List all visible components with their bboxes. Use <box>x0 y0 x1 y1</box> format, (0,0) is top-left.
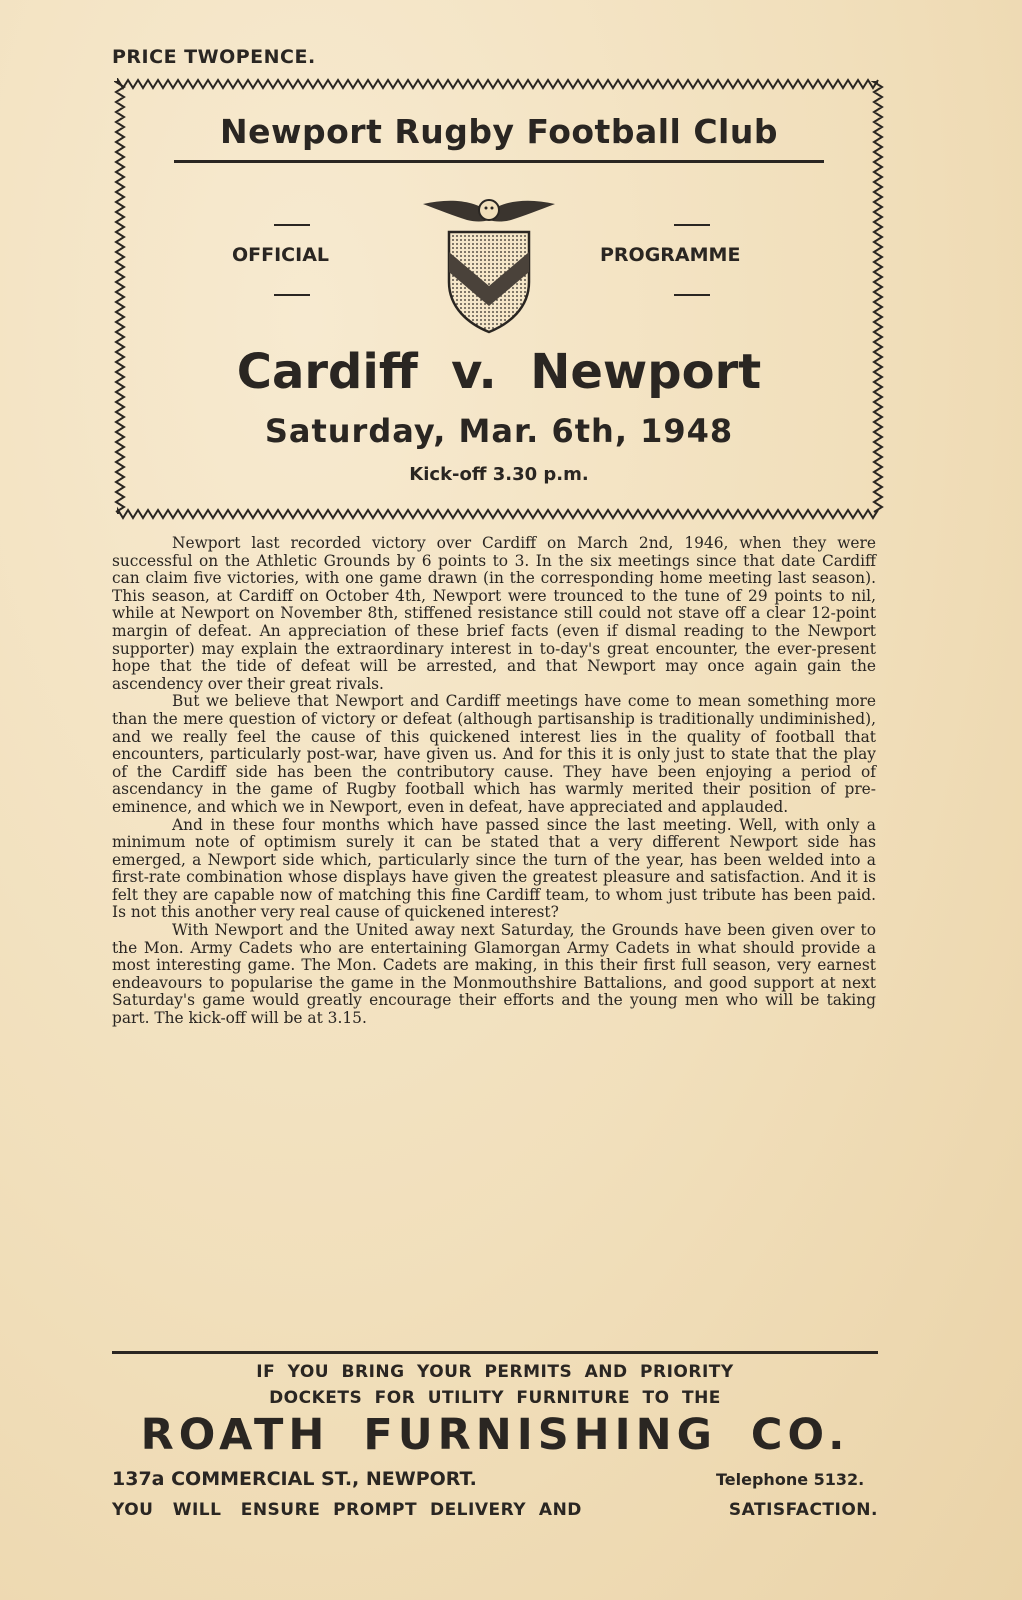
advert-line-2: DOCKETS FOR UTILITY FURNITURE TO THE <box>269 1388 721 1408</box>
official-label: OFFICIAL <box>232 244 330 266</box>
dash-left-bottom <box>274 294 310 296</box>
club-crest-icon <box>419 190 559 344</box>
title-underline <box>174 160 824 163</box>
advert-footer-left: YOU WILL ENSURE PROMPT DELIVERY AND <box>112 1500 582 1520</box>
article-body <box>112 535 876 1028</box>
match-title: Cardiff v. Newport <box>236 344 762 400</box>
advert-telephone: Telephone 5132. <box>716 1470 865 1489</box>
advert-footer-right: SATISFACTION. <box>728 1500 878 1520</box>
kickoff-time: Kick-off 3.30 p.m. <box>409 464 589 485</box>
dash-right-top <box>674 224 710 226</box>
title-frame <box>114 78 884 520</box>
advert-footer <box>112 1500 878 1520</box>
advert-company-name: ROATH FURNISHING CO. <box>140 1410 850 1460</box>
price-label: PRICE TWOPENCE. <box>112 46 316 68</box>
match-date: Saturday, Mar. 6th, 1948 <box>264 412 734 450</box>
article-paragraph: But we believe that Newport and Cardiff meetings have come to mean something more than the mere question of victory or defeat (although partisanship is traditionally undiminished), and we really feel the cause of this quickened interest lies in the quality of football that encounters, particularly post-war, have given us. And for this it is only just to state that the play of the Cardiff side has been the contributory cause. They have been enjoying a period of ascendancy in the game of Rugby football which has warmly merited their position of pre-eminence, and which we in Newport, even in defeat, have appreciated and applauded. <box>112 692 876 816</box>
article-paragraph: Newport last recorded victory over Cardiff on March 2nd, 1946, when they were successful on the Athletic Grounds by 6 points to 3. In the six meetings since that date Cardiff can claim five victories, with one game drawn (in the corresponding home meeting last season). This season, at Cardiff on October 4th, Newport were trounced to the tune of 29 points to nil, while at Newport on November 8th, stiffened resistance still could not stave off a clear 12-point margin of defeat. An appreciation of these brief facts (even if dismal reading to the Newport supporter) may explain the extraordinary interest in to-day's great encounter, the ever-present hope that the tide of defeat will be arrested, and that Newport may once again gain the ascendency over their great rivals. <box>112 534 876 693</box>
programme-label: PROGRAMME <box>600 244 741 266</box>
article-paragraph: And in these four months which have passed since the last meeting. Well, with only a minimum note of optimism surely it can be stated that a very different Newport side has emerged, a Newport side which, particularly since the turn of the year, has been welded into a first-rate combination whose displays have given the greatest pleasure and satisfaction. And it is felt they are capable now of matching this fine Cardiff team, to whom just tribute has been paid. Is not this another very real cause of quickened interest? <box>112 815 876 922</box>
dash-right-bottom <box>674 294 710 296</box>
club-name: Newport Rugby Football Club <box>220 112 778 151</box>
dash-left-top <box>274 224 310 226</box>
advert-address: 137a COMMERCIAL ST., NEWPORT. <box>112 1468 477 1490</box>
advert-divider <box>112 1351 878 1354</box>
advert-line-1: IF YOU BRING YOUR PERMITS AND PRIORITY <box>256 1362 734 1382</box>
article-paragraph: With Newport and the United away next Saturday, the Grounds have been given over to the Mon. Army Cadets who are entertaining Glamorgan Army Cadets in what should provide a most interesting game. The Mon. Cadets are making, in this their first full season, very earnest endeavours to popularise the game in the Monmouthshire Battalions, and good support at next Saturday's game would greatly encourage their efforts and the young men who will be taking part. The kick-off will be at 3.15. <box>112 921 876 1028</box>
